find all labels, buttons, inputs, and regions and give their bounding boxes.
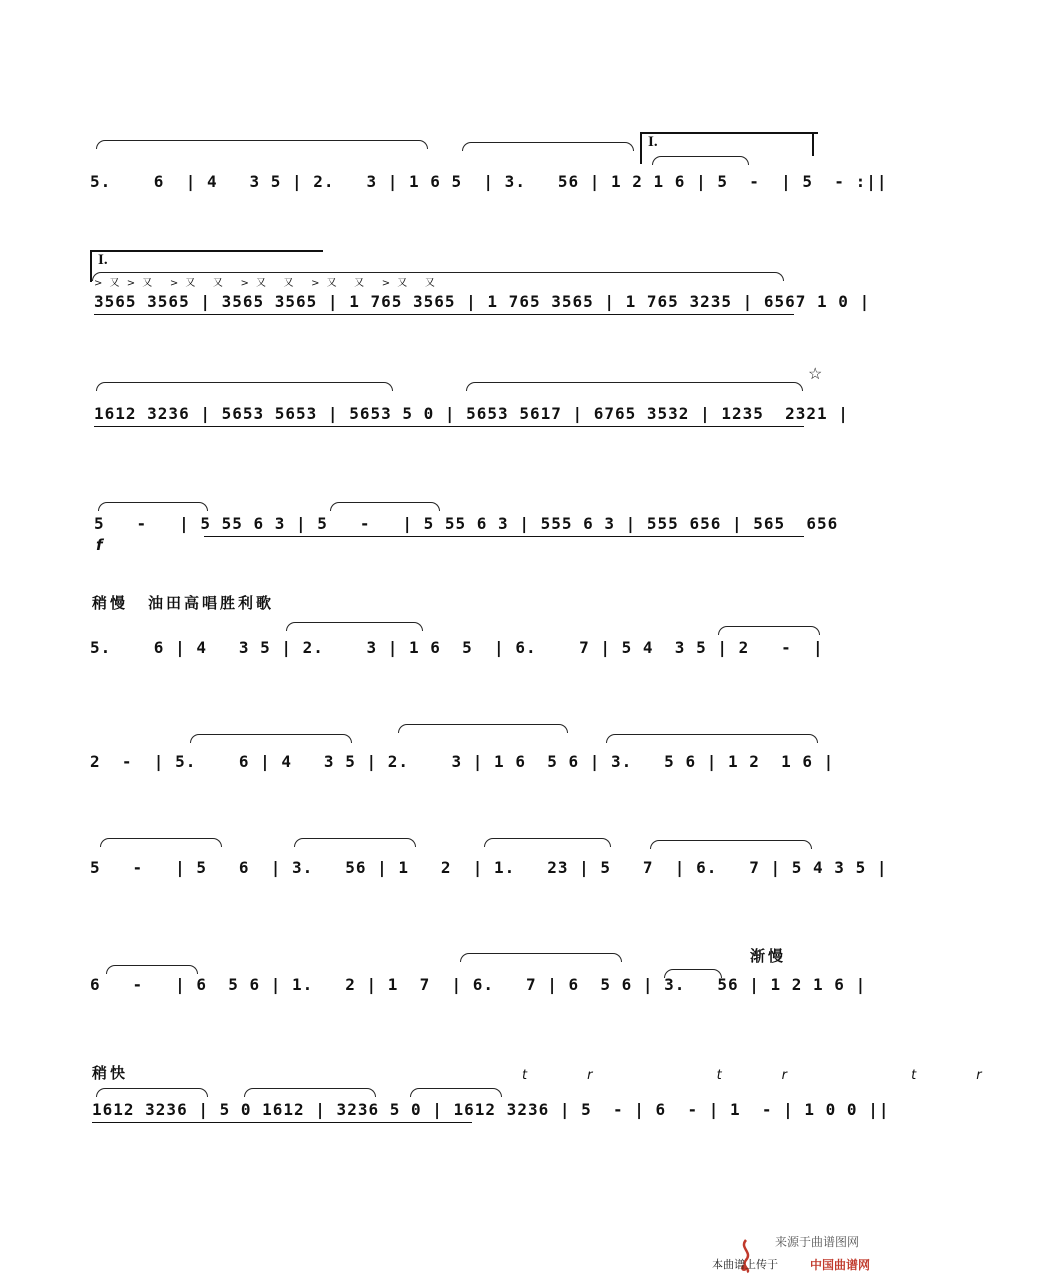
- slur: [244, 1088, 376, 1097]
- slur: [606, 734, 818, 743]
- staff-line-2: [0, 270, 900, 330]
- staff-line-6: [0, 730, 900, 790]
- slur: [294, 838, 416, 847]
- slur: [652, 156, 749, 165]
- section-title: 油田高唱胜利歌: [148, 594, 275, 612]
- section-tempo-fast: 稍快: [92, 1064, 129, 1082]
- slur: [466, 382, 803, 391]
- slur: [106, 965, 198, 974]
- underline: [94, 314, 794, 315]
- slur: [98, 502, 208, 511]
- slur: [718, 626, 820, 635]
- slur: [398, 724, 568, 733]
- dynamic-forte: f: [96, 536, 106, 554]
- staff-line-5: [0, 620, 900, 680]
- slur: [100, 838, 222, 847]
- notation-text: 1612 3236 | 5 0 1612 | 3236 5 0 | 1612 3236 | 5 - | 6 - | 1 - | 1 0 0 ||: [92, 1100, 890, 1119]
- slur: [96, 1088, 208, 1097]
- volta-bracket-1: I.: [640, 132, 818, 164]
- volta-bracket-2: I.: [90, 250, 323, 282]
- trill-marks: tr tr tr: [522, 1068, 1042, 1083]
- slur: [650, 840, 812, 849]
- notation-text: 2 - | 5. 6 | 4 3 5 | 2. 3 | 1 6 5 6 | 3. 5 6 | 1 2 1 6 |: [90, 752, 835, 771]
- slur: [484, 838, 611, 847]
- notation-text: 5. 6 | 4 3 5 | 2. 3 | 1 6 5 | 6. 7 | 5 4 3 5 | 2 - |: [90, 638, 824, 657]
- star-mark: ☆: [808, 366, 823, 383]
- slur: [330, 502, 440, 511]
- underline: [204, 536, 804, 537]
- section-tempo-slow: 稍慢: [92, 594, 129, 612]
- slur: [462, 142, 634, 151]
- staff-line-1: [0, 150, 900, 210]
- staff-line-7: [0, 830, 900, 890]
- underline: [94, 426, 804, 427]
- slur: [460, 953, 622, 962]
- upload-notice: 本曲谱上传于: [712, 1259, 778, 1271]
- slur: [190, 734, 352, 743]
- slur: [96, 382, 393, 391]
- staff-line-3: [0, 366, 900, 430]
- brand-name[interactable]: 中国曲谱网: [810, 1258, 871, 1272]
- slur: [96, 140, 428, 149]
- underline: [92, 1122, 472, 1123]
- notation-text: 5. 6 | 4 3 5 | 2. 3 | 1 6 5 | 3. 56 | 1 2 1 6 | 5 - | 5 - :||: [90, 172, 888, 191]
- slur: [286, 622, 423, 631]
- notation-text: 5 - | 5 55 6 3 | 5 - | 5 55 6 3 | 555 6 3 | 555 656 | 565 656: [94, 514, 839, 533]
- accent-marks: > 又 > 又 > 又 又 > 又 又 > 又 又 > 又 又: [94, 278, 437, 289]
- staff-line-8: [0, 945, 900, 1005]
- source-watermark: 来源于曲谱图网: [775, 1235, 860, 1249]
- notation-text: 6 - | 6 5 6 | 1. 2 | 1 7 | 6. 7 | 6 5 6 | 3. 56 | 1 2 1 6 |: [90, 975, 867, 994]
- notation-text: 1612 3236 | 5653 5653 | 5653 5 0 | 5653 5617 | 6765 3532 | 1235 2321 |: [94, 404, 849, 423]
- notation-text: 3565 3565 | 3565 3565 | 1 765 3565 | 1 765 3565 | 1 765 3235 | 6567 1 0 |: [94, 292, 871, 311]
- notation-text: 5 - | 5 6 | 3. 56 | 1 2 | 1. 23 | 5 7 | 6. 7 | 5 4 3 5 |: [90, 858, 888, 877]
- slur: [410, 1088, 502, 1097]
- staff-line-4: [0, 490, 900, 554]
- slur: [92, 272, 784, 281]
- tempo-gradual-slow: 渐慢: [750, 947, 787, 965]
